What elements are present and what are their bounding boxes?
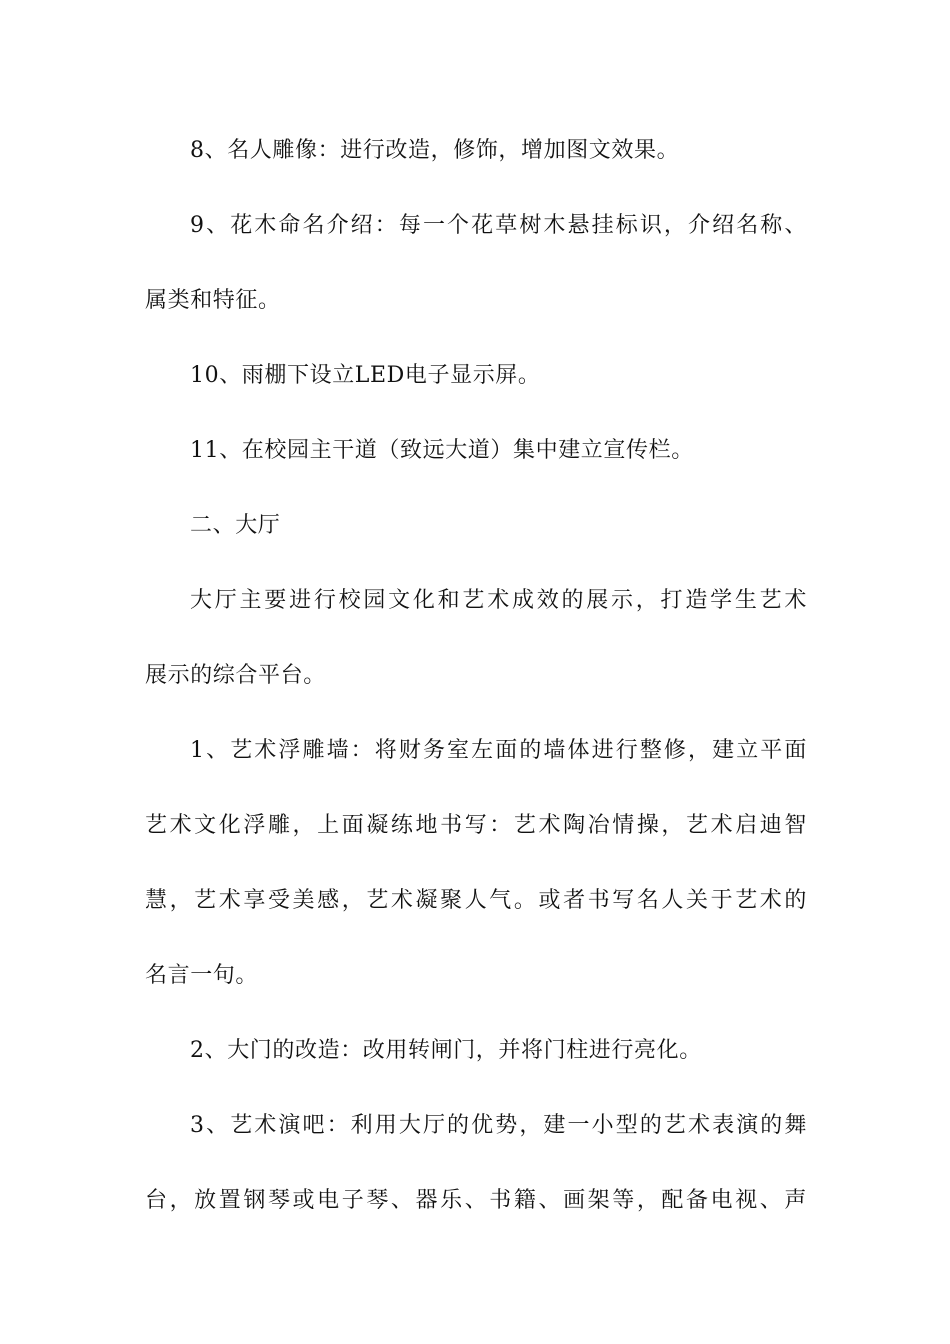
text-line-item-9: 9、花木命名介绍：每一个花草树木悬挂标识，介绍名称、 — [190, 213, 807, 238]
text-line-item-8: 8、名人雕像：进行改造，修饰，增加图文效果。 — [190, 138, 680, 163]
text-line-lobby-item-3-cont: 台，放置钢琴或电子琴、器乐、书籍、画架等，配备电视、声 — [145, 1188, 807, 1213]
text-line-item-11: 11、在校园主干道（致远大道）集中建立宣传栏。 — [190, 438, 694, 463]
text-line-lobby-intro: 大厅主要进行校园文化和艺术成效的展示，打造学生艺术 — [190, 588, 807, 613]
text-line-lobby-item-1: 1、艺术浮雕墙：将财务室左面的墙体进行整修，建立平面 — [190, 738, 807, 763]
text-line-lobby-item-2: 2、大门的改造：改用转闸门，并将门柱进行亮化。 — [190, 1038, 702, 1063]
text-line-lobby-item-1-cont-a: 艺术文化浮雕，上面凝练地书写：艺术陶冶情操，艺术启迪智 — [145, 813, 807, 838]
text-line-lobby-item-1-cont-b: 慧，艺术享受美感，艺术凝聚人气。或者书写名人关于艺术的 — [145, 888, 807, 913]
text-line-item-9-cont: 属类和特征。 — [145, 288, 281, 313]
text-line-lobby-item-3: 3、艺术演吧：利用大厅的优势，建一小型的艺术表演的舞 — [190, 1113, 807, 1138]
text-line-lobby-item-1-cont-c: 名言一句。 — [145, 963, 259, 988]
section-heading-lobby: 二、大厅 — [190, 513, 281, 538]
text-line-lobby-intro-cont: 展示的综合平台。 — [145, 663, 326, 688]
text-line-item-10: 10、雨棚下设立LED电子显示屏。 — [190, 363, 541, 388]
